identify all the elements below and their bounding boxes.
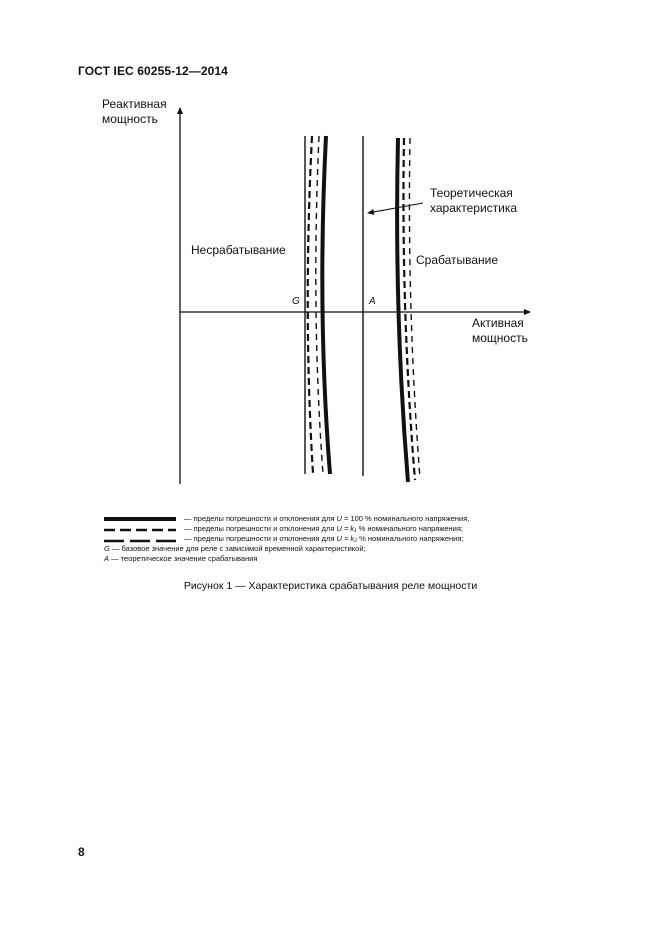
legend-text: — пределы погрешности и отклонения для U = k₁ % номинального напряжения; — [184, 524, 463, 533]
legend-row-solid — [104, 514, 604, 524]
document-header: ГОСТ IEC 60255-12—2014 — [78, 64, 228, 78]
x-axis-label: Активная мощность — [472, 316, 528, 345]
point-g-label: G — [292, 296, 300, 307]
legend-text: — пределы погрешности и отклонения для U = k₂ % номинального напряжения; — [184, 534, 464, 543]
a-limit-100-solid — [397, 138, 408, 482]
figure-legend — [104, 514, 604, 564]
legend-definition-a: A — теоретическое значение срабатывания — [104, 554, 258, 563]
g-limit-k1-dashed — [308, 136, 313, 474]
y-axis-label: Реактивная мощность — [102, 97, 167, 126]
non-operate-region-label: Несрабатывание — [191, 243, 286, 257]
g-limit-100-solid — [322, 136, 330, 474]
legend-text: — пределы погрешности и отклонения для U = 100 % номинального напряжения, — [184, 514, 470, 523]
operate-region-label: Срабатывание — [416, 253, 499, 267]
legend-row-dashed-k1 — [104, 524, 604, 534]
point-a-label: A — [369, 296, 376, 307]
page-number: 8 — [78, 845, 85, 859]
legend-row-dashed-k2 — [104, 534, 604, 544]
legend-definition-g: G — базовое значение для реле с зависимой временной характеристикой; — [104, 544, 366, 553]
theoretical-characteristic-label: Теоретическая характеристика — [430, 186, 518, 215]
figure-caption: Рисунок 1 — Характеристика срабатывания реле мощности — [183, 580, 478, 592]
